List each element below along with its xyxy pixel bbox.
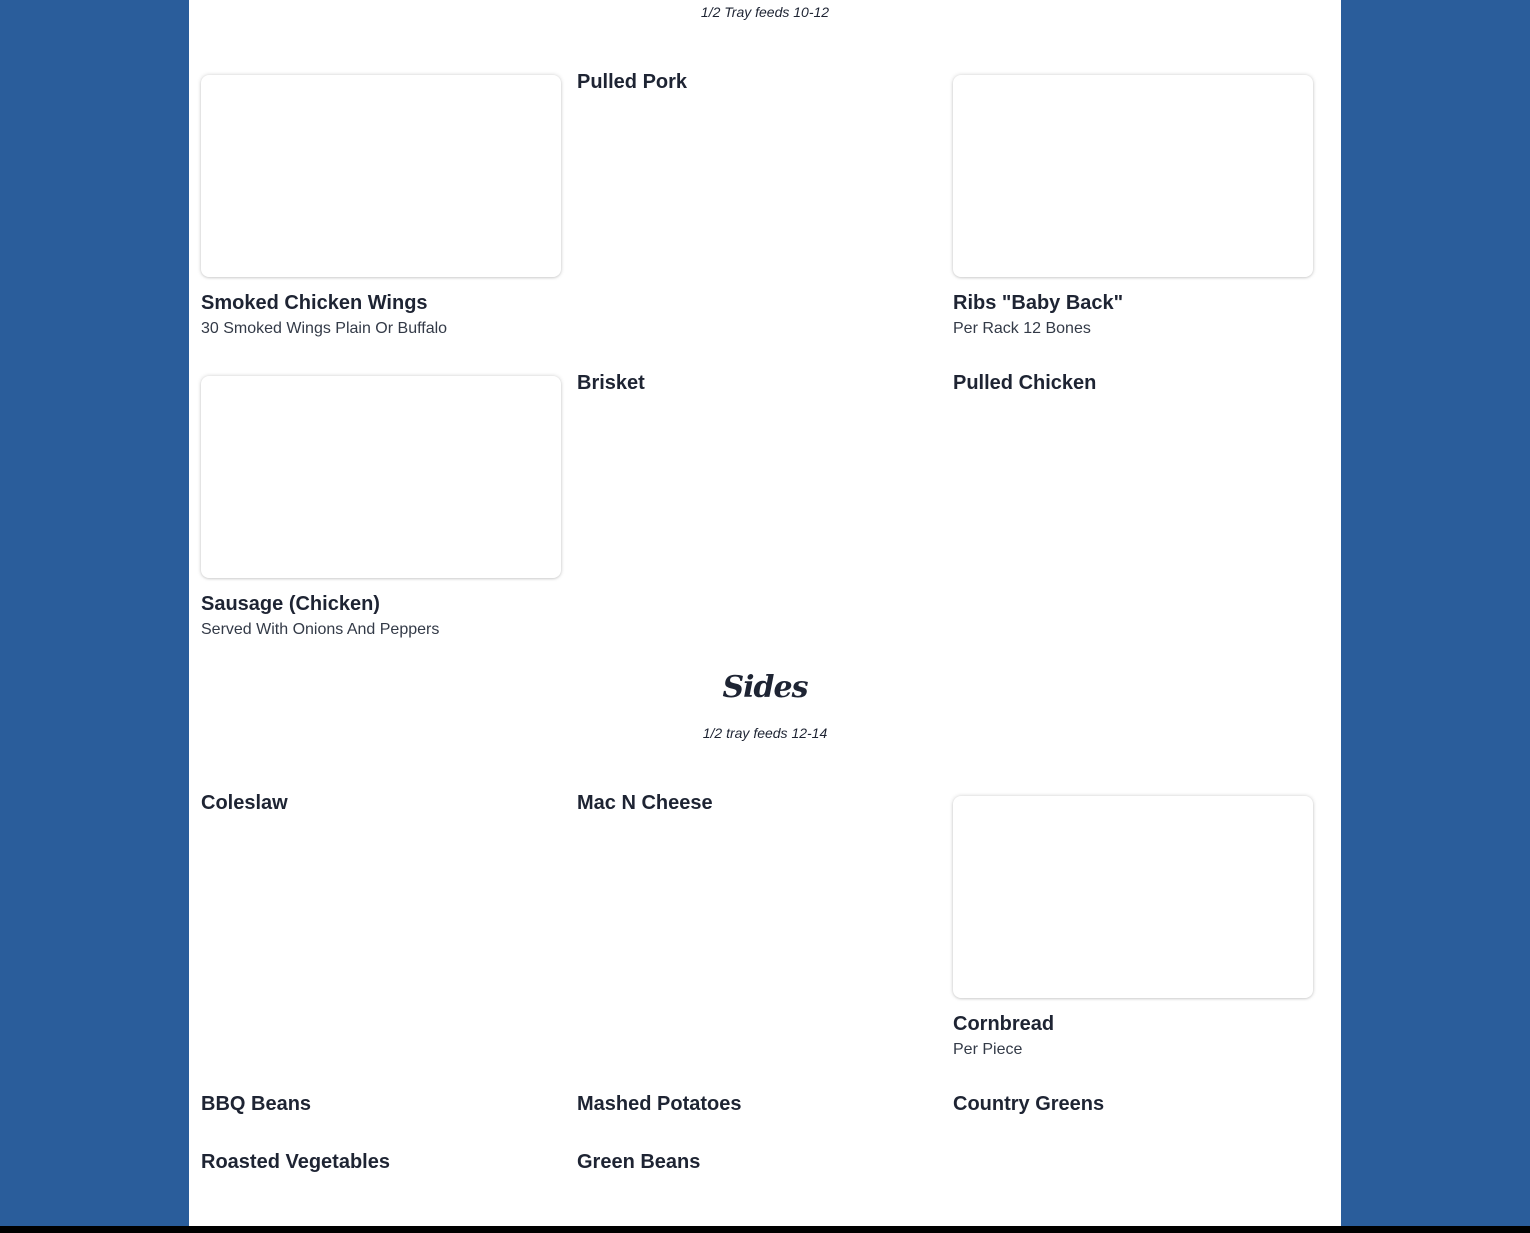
item-image[interactable] [201, 376, 561, 578]
item-description: Per Rack 12 Bones [953, 320, 1091, 337]
item-name: Country Greens [953, 1093, 1105, 1115]
menu-item-coleslaw[interactable] [201, 790, 561, 816]
menu-item-bbq-beans[interactable] [201, 1091, 561, 1117]
menu-item-pulled-pork[interactable] [577, 69, 937, 95]
item-description: Per Piece [953, 1041, 1023, 1058]
item-name: Green Beans [577, 1151, 701, 1173]
menu-item-sausage-chicken[interactable] [201, 376, 561, 643]
item-name: Cornbread [953, 1013, 1055, 1035]
sides-serving-note: 1/2 tray feeds 12-14 [702, 725, 828, 741]
menu-item-mashed-potatoes[interactable] [577, 1091, 937, 1117]
menu-item-smoked-chicken-wings[interactable] [201, 75, 561, 342]
item-name: BBQ Beans [201, 1093, 312, 1115]
bottom-bar [0, 1226, 1530, 1233]
item-name: Coleslaw [201, 792, 288, 814]
item-image[interactable] [953, 75, 1313, 277]
menu-item-cornbread[interactable] [953, 796, 1313, 1063]
menu-item-country-greens[interactable] [953, 1091, 1313, 1117]
sides-section-title: Sides [722, 670, 808, 705]
menu-item-mac-n-cheese[interactable] [577, 790, 937, 816]
menu-item-pulled-chicken[interactable] [953, 370, 1313, 396]
menu-item-roasted-vegetables[interactable] [201, 1149, 561, 1175]
item-name: Roasted Vegetables [201, 1151, 390, 1173]
item-name: Smoked Chicken Wings [201, 292, 428, 314]
item-description: 30 Smoked Wings Plain Or Buffalo [201, 320, 448, 337]
menu-item-ribs-baby-back[interactable] [953, 75, 1313, 342]
item-name: Brisket [577, 372, 645, 394]
item-image[interactable] [201, 75, 561, 277]
menu-page [189, 0, 1341, 1226]
item-name: Pulled Chicken [953, 372, 1097, 394]
item-name: Mashed Potatoes [577, 1093, 742, 1115]
meats-serving-note: 1/2 Tray feeds 10-12 [700, 4, 830, 20]
item-name: Sausage (Chicken) [201, 593, 380, 615]
item-name: Mac N Cheese [577, 792, 713, 814]
menu-item-green-beans[interactable] [577, 1149, 937, 1175]
item-name: Pulled Pork [577, 71, 688, 93]
item-image[interactable] [953, 796, 1313, 998]
item-name: Ribs "Baby Back" [953, 292, 1124, 314]
menu-item-brisket[interactable] [577, 370, 937, 396]
item-description: Served With Onions And Peppers [201, 621, 440, 638]
